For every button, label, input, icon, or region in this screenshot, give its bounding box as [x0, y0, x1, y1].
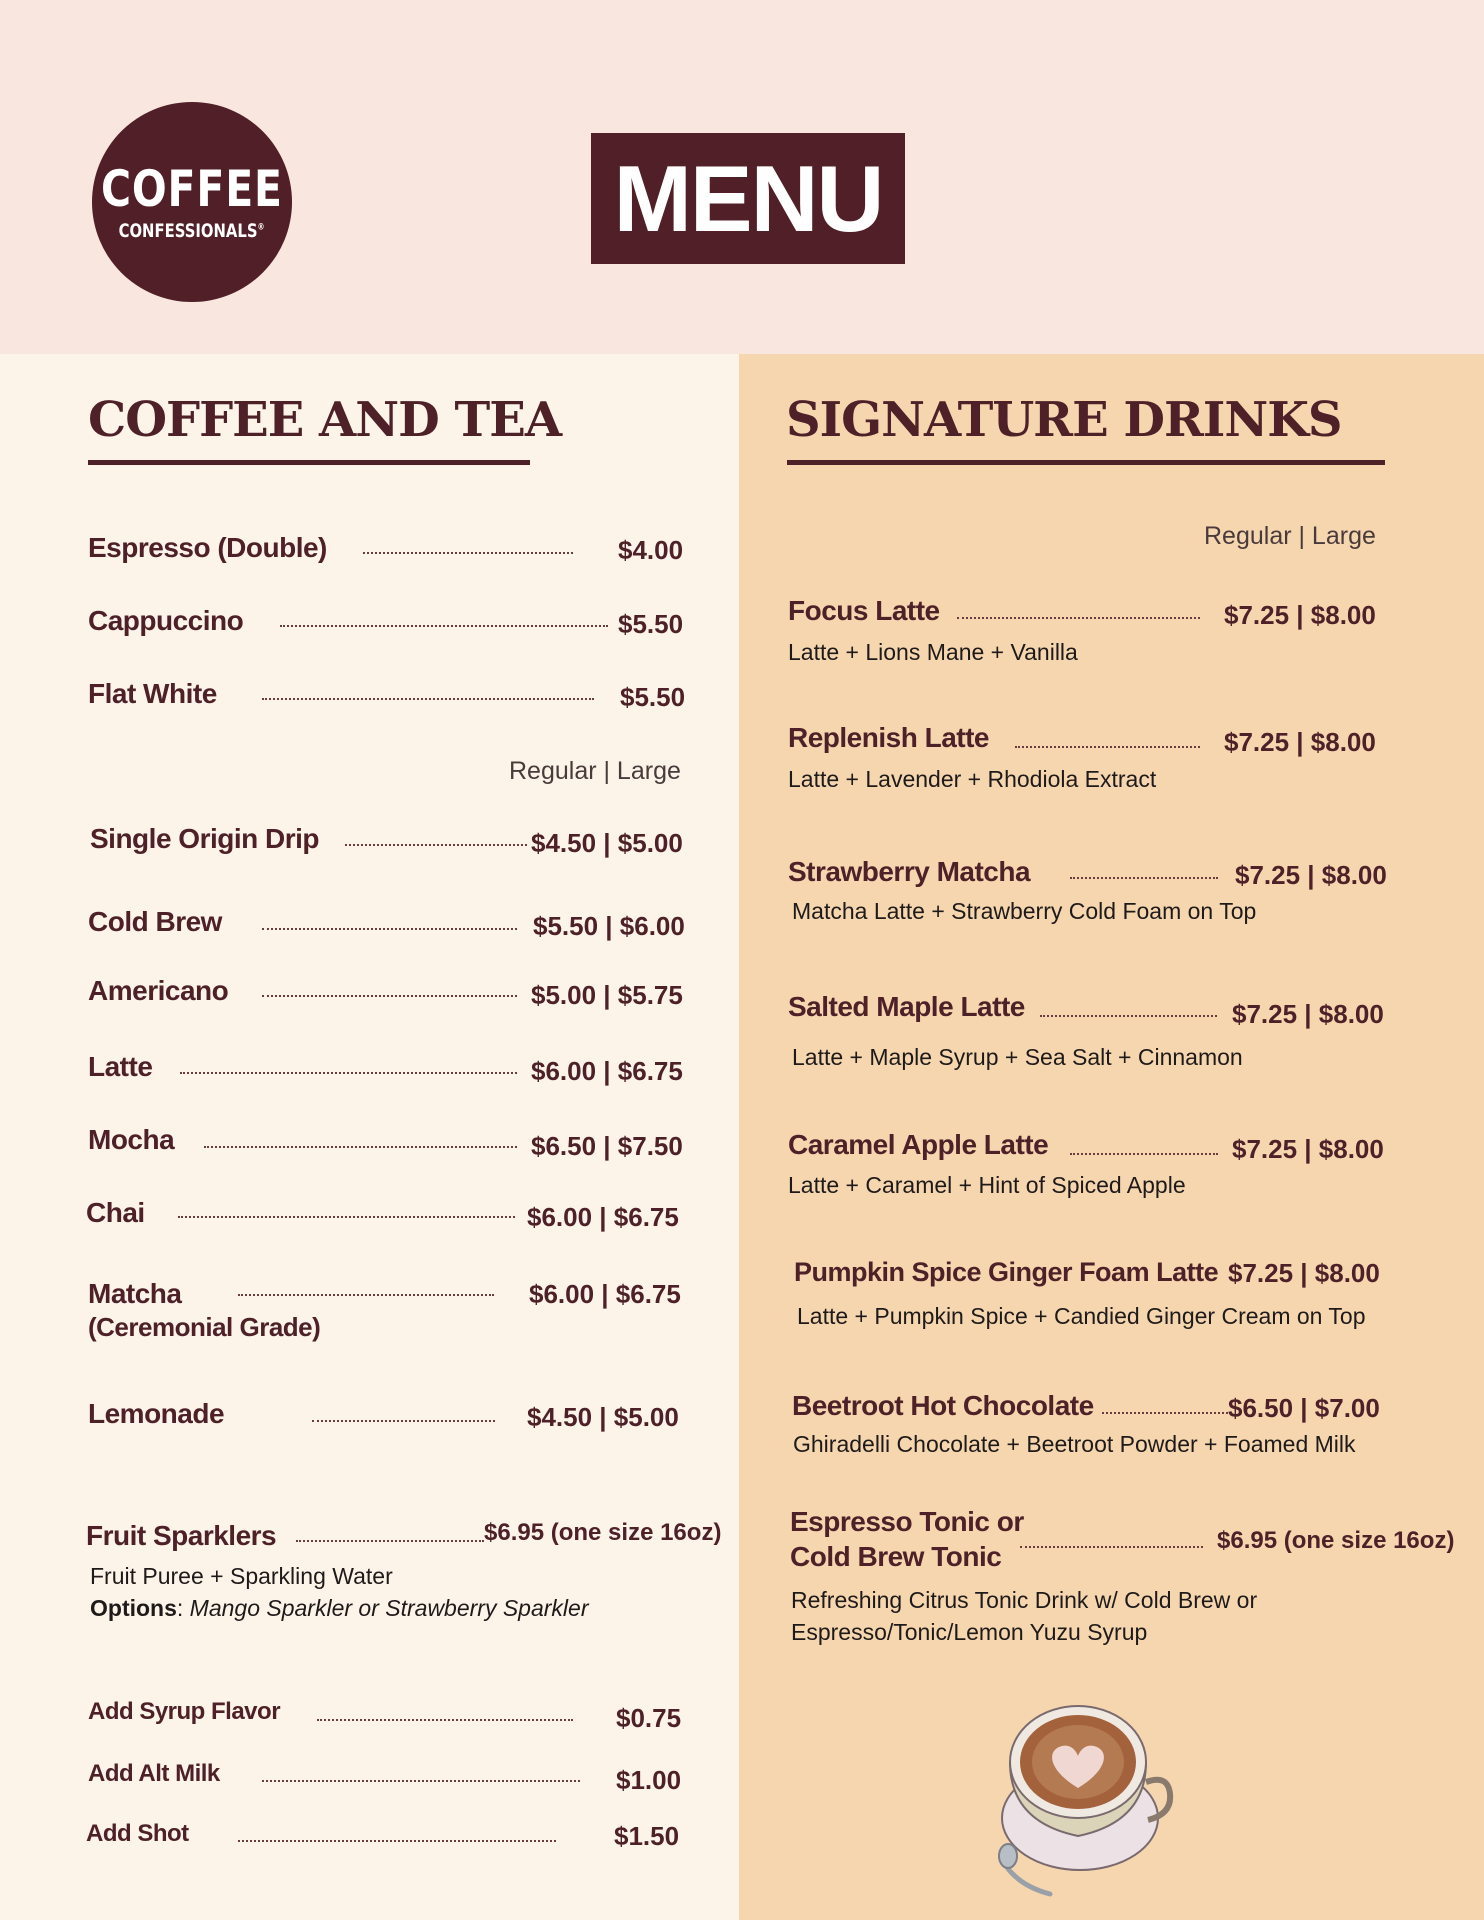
dot-leader — [262, 928, 517, 930]
menu-item-name: Matcha — [88, 1278, 182, 1309]
menu-item-price: $4.50 | $5.00 — [531, 828, 683, 858]
menu-item-name: Flat White — [88, 678, 217, 709]
coffee-and-tea-heading: COFFEE AND TEA — [88, 392, 562, 448]
header-band — [0, 0, 1484, 354]
signature-item-description: Ghiradelli Chocolate + Beetroot Powder + Foamed Milk — [793, 1431, 1356, 1457]
menu-item-name: Fruit Sparklers — [86, 1520, 277, 1551]
dot-leader — [262, 1780, 580, 1782]
signature-item-name: Focus Latte — [788, 595, 940, 626]
signature-item-price: $6.50 | $7.00 — [1228, 1393, 1380, 1423]
logo-wordmark: COFFEE — [101, 159, 283, 218]
addon-name: Add Alt Milk — [88, 1760, 220, 1787]
menu-item-price: $6.00 | $6.75 — [529, 1279, 681, 1309]
menu-item-description: Fruit Puree + Sparkling Water — [90, 1563, 393, 1589]
latte-art-cup-illustration — [996, 1690, 1176, 1900]
dot-leader — [1102, 1412, 1228, 1414]
addon-name: Add Syrup Flavor — [88, 1698, 281, 1725]
menu-item-price: $6.00 | $6.75 — [527, 1202, 679, 1232]
menu-item-name: Cold Brew — [88, 906, 222, 937]
coffee-confessionals-logo — [92, 102, 292, 302]
menu-item-price: $6.50 | $7.50 — [531, 1131, 683, 1161]
menu-title: MENU — [591, 133, 905, 264]
dot-leader — [1020, 1546, 1203, 1548]
dot-leader — [296, 1540, 484, 1542]
dot-leader — [363, 552, 573, 554]
menu-item-name: Single Origin Drip — [90, 823, 320, 854]
menu-item-price: $5.00 | $5.75 — [531, 980, 683, 1010]
menu-item-name: Chai — [86, 1197, 145, 1228]
signature-item-price: $7.25 | $8.00 — [1232, 999, 1384, 1029]
addon-price: $1.00 — [616, 1765, 682, 1795]
dot-leader — [204, 1146, 517, 1148]
signature-item-description: Refreshing Citrus Tonic Drink w/ Cold Brew or — [791, 1587, 1258, 1613]
menu-item-name: Mocha — [88, 1124, 175, 1155]
menu-item-name: Lemonade — [88, 1398, 225, 1429]
dot-leader — [180, 1072, 517, 1074]
size-header: Regular | Large — [509, 757, 681, 785]
dot-leader — [345, 844, 527, 846]
dot-leader — [317, 1719, 573, 1721]
dot-leader — [1015, 746, 1200, 748]
signature-drinks-heading: SIGNATURE DRINKS — [786, 392, 1342, 448]
menu-item-name: Cappuccino — [88, 605, 244, 636]
menu-item-price: $4.50 | $5.00 — [527, 1402, 679, 1432]
signature-item-name: Replenish Latte — [788, 722, 989, 753]
menu-item-price: $4.00 — [618, 535, 684, 565]
signature-item-name: Strawberry Matcha — [788, 856, 1031, 887]
signature-item-description: Latte + Lions Mane + Vanilla — [788, 639, 1078, 665]
menu-item-price: $5.50 | $6.00 — [533, 911, 685, 941]
signature-item-name: Salted Maple Latte — [788, 991, 1025, 1022]
signature-item-price: $6.95 (one size 16oz) — [1217, 1527, 1455, 1554]
signature-item-price: $7.25 | $8.00 — [1232, 1134, 1384, 1164]
menu-item-price: $5.50 — [618, 609, 684, 639]
addon-price: $0.75 — [616, 1703, 682, 1733]
menu-item-price: $5.50 — [620, 682, 686, 712]
dot-leader — [178, 1216, 515, 1218]
signature-item-description-line2: Espresso/Tonic/Lemon Yuzu Syrup — [791, 1619, 1148, 1645]
addon-name: Add Shot — [86, 1820, 189, 1847]
dot-leader — [238, 1294, 494, 1296]
signature-item-description: Latte + Lavender + Rhodiola Extract — [788, 766, 1157, 792]
menu-item-price: $6.95 (one size 16oz) — [484, 1519, 722, 1546]
menu-item-name: Latte — [88, 1051, 153, 1082]
dot-leader — [1070, 877, 1218, 879]
signature-item-name: Pumpkin Spice Ginger Foam Latte — [794, 1257, 1219, 1287]
signature-item-description: Matcha Latte + Strawberry Cold Foam on Top — [792, 898, 1257, 924]
menu-item-price: $6.00 | $6.75 — [531, 1056, 683, 1086]
signature-item-name: Caramel Apple Latte — [788, 1129, 1049, 1160]
signature-drinks-underline — [787, 460, 1385, 465]
addon-price: $1.50 — [614, 1821, 680, 1851]
dot-leader — [280, 625, 608, 627]
signature-item-price: $7.25 | $8.00 — [1235, 860, 1387, 890]
dot-leader — [262, 698, 594, 700]
dot-leader — [957, 617, 1200, 619]
dot-leader — [262, 995, 517, 997]
menu-item-name: Espresso (Double) — [88, 532, 327, 563]
signature-item-name: Beetroot Hot Chocolate — [792, 1390, 1094, 1421]
signature-item-price: $7.25 | $8.00 — [1224, 727, 1376, 757]
dot-leader — [1040, 1015, 1217, 1017]
signature-item-name-line2: Cold Brew Tonic — [790, 1541, 1002, 1572]
signature-item-price: $7.25 | $8.00 — [1224, 600, 1376, 630]
sparkler-options: Options: Mango Sparkler or Strawberry Sparkler — [90, 1595, 589, 1621]
menu-item-name-line2: (Ceremonial Grade) — [88, 1312, 321, 1342]
dot-leader — [1070, 1153, 1218, 1155]
dot-leader — [312, 1420, 495, 1422]
signature-item-description: Latte + Caramel + Hint of Spiced Apple — [788, 1172, 1186, 1198]
signature-item-name: Espresso Tonic or — [790, 1506, 1024, 1537]
logo-subtitle: CONFESSIONALS® — [119, 219, 265, 242]
coffee-and-tea-underline — [88, 460, 530, 465]
signature-item-price: $7.25 | $8.00 — [1228, 1258, 1380, 1288]
signature-item-description: Latte + Pumpkin Spice + Candied Ginger Cream on Top — [797, 1303, 1366, 1329]
size-header: Regular | Large — [1204, 522, 1376, 550]
signature-item-description: Latte + Maple Syrup + Sea Salt + Cinnamon — [792, 1044, 1243, 1070]
menu-item-name: Americano — [88, 975, 229, 1006]
dot-leader — [238, 1840, 556, 1842]
